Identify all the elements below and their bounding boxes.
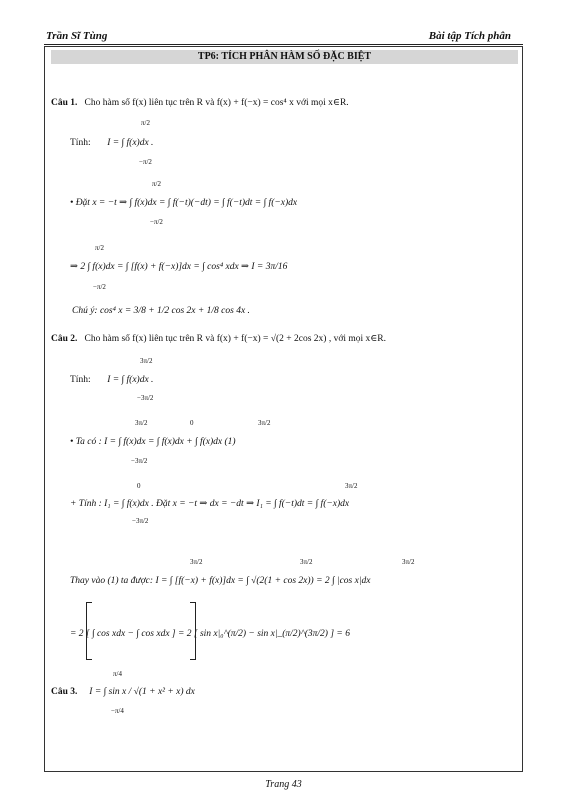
cau1-upper-limit: π/2 [141,119,150,127]
cau2-statement-line [51,333,386,345]
cau3-line [51,686,195,698]
cau1-tinh-label: Tính: [70,138,91,148]
cau1-lower-limit: −π/2 [139,158,152,166]
cau1-step2-limit-b: −π/2 [93,283,106,291]
cau1-step2: ⇒ 2 ∫ f(x)dx = ∫ [f(x) + f(−x)]dx = ∫ cos⁴ xdx ⇒ I = 3π/16 [70,262,288,272]
cau2-tinh-expr: I = ∫ f(x)dx . [107,375,154,385]
cau2-step1-limit-d: 3π/2 [258,419,271,427]
cau1-label: Câu 1. [51,98,78,108]
cau2-label: Câu 2. [51,334,78,344]
cau2-step1-limit-c: 0 [190,419,194,427]
cau3-upper-limit: π/4 [113,670,122,678]
cau2-step2-limit-a: 0 [137,482,141,490]
cau2-step2-limit-c: 3π/2 [345,482,358,490]
cau2-tinh-line [70,374,153,386]
cau1-tinh-expr: I = ∫ f(x)dx . [107,138,154,148]
header-subject: Bài tập Tích phân [428,30,511,42]
cau2-upper-limit: 3π/2 [140,357,153,365]
left-bracket [86,602,92,660]
cau2-lower-limit: −3π/2 [137,394,154,402]
cau1-step2-limit-a: π/2 [95,244,104,252]
cau2-step1-limit-a: 3π/2 [135,419,148,427]
cau2-step2: + Tính : I₁ = ∫ f(x)dx . Đặt x = −t ⇒ dx = −dt ⇒ I₁ = ∫ f(−t)dt = ∫ f(−x)dx [70,499,350,509]
cau1-note: Chú ý: cos⁴ x = 3/8 + 1/2 cos 2x + 1/8 cos 4x . [72,306,250,316]
cau2-statement: Cho hàm số f(x) liên tục trên R và f(x) + f(−x) = √(2 + 2cos 2x) , với mọi x∈R. [84,334,387,344]
header-author: Trần Sĩ Tùng [46,30,108,42]
page-number: Trang 43 [265,779,302,790]
content-frame [44,46,523,772]
section-title: TP6: TÍCH PHÂN HÀM SỐ ĐẶC BIỆT [51,50,518,64]
cau2-step1-limit-b: −3π/2 [131,457,148,465]
cau1-step1: • Đặt x = −t ⇒ ∫ f(x)dx = ∫ f(−t)(−dt) = ∫ f(−t)dt = ∫ f(−x)dx [70,198,298,208]
right-bracket [190,602,196,660]
cau1-step1-limit-b: −π/2 [150,218,163,226]
cau2-step3-limit-b: 3π/2 [300,558,313,566]
cau2-step3: Thay vào (1) ta được: I = ∫ [f(−x) + f(x)]dx = ∫ √(2(1 + cos 2x)) = 2 ∫ |cos x|dx [70,576,371,586]
cau1-statement-line [51,97,349,109]
cau3-expr: I = ∫ sin x / √(1 + x² + x) dx [89,687,195,697]
cau2-step2-limit-b: −3π/2 [132,517,149,525]
header-rule [44,44,523,45]
cau2-step3-limit-c: 3π/2 [402,558,415,566]
cau1-step1-limit-a: π/2 [152,180,161,188]
cau2-tinh-label: Tính: [70,375,91,385]
cau1-tinh-line [70,137,153,149]
cau2-step4: = 2 [ ∫ cos xdx − ∫ cos xdx ] = 2 [ sin x|₀^(π/2) − sin x|_(π/2)^(3π/2) ] = 6 [70,629,350,639]
cau2-step3-limit-a: 3π/2 [190,558,203,566]
cau3-label: Câu 3. [51,687,78,697]
cau2-step1: • Ta có : I = ∫ f(x)dx = ∫ f(x)dx + ∫ f(x)dx (1) [70,437,236,447]
cau3-lower-limit: −π/4 [111,707,124,715]
cau1-statement: Cho hàm số f(x) liên tục trên R và f(x) + f(−x) = cos⁴ x với mọi x∈R. [84,98,349,108]
